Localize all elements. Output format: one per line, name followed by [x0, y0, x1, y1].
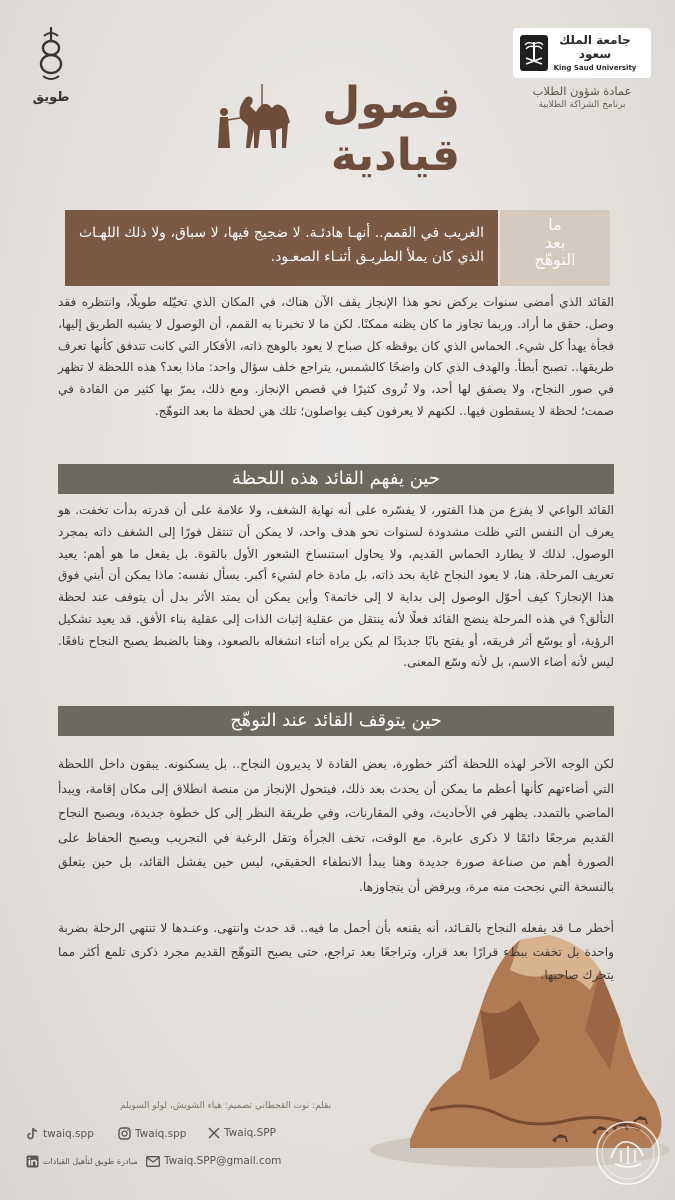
tiktok-handle: twaiq.spp [43, 1127, 94, 1140]
title-line2: قيادية [330, 130, 460, 181]
intro-label-word: ما [548, 215, 562, 234]
linkedin-link[interactable] [26, 1155, 138, 1168]
section-heading-1: حين يفهم القائد هذه اللحظة [58, 464, 614, 494]
intro-text: الغريب في القمم.. أنهـا هادئـة. لا ضجيج فيها، لا سباق، ولا ذلك اللهـاث الذي كان يملأ الطريـق أثنـاء الصعـود. [65, 210, 498, 286]
paragraph-3: لكن الوجه الآخر لهذه اللحظة أكثر خطورة، بعض القادة لا يديرون النجاح.. بل يسكنونه. يبقون داخل اللحظة التي أضاءتهم كأنها أعظم ما يمكن أن يحدث بعد ذلك، فيتحول الإنجاز من منصة انطلاق إلى مكان إقامة، ويبدأ الماضي بالتمدد. يظهر في الأحاديث، وفي المقارنات، وفي طريقة النظر إلى كل خطوة جديدة، ويصبح النجاح القديم مرجعًا دائمًا لا ذكرى عابرة. مع الوقت، تخف الجرأة وتقل الرغبة في التجريب ويصبح الحفاظ على الصورة أهم من صناعة صورة جديدة وهنا يبدأ الانطفاء الحقيقي، ليس حين يفشل القائد، بل حين يتعلق بالنسخة التي نجحت منه مرة، ويرفض أن يتجاوزها. [58, 757, 614, 894]
linkedin-handle: مبادرة طويق لتأهيل القيادات [43, 1157, 138, 1166]
university-logo-block [513, 28, 651, 110]
tuwaiq-logo [30, 26, 72, 105]
camel-walker-icon [210, 78, 300, 168]
instagram-link[interactable] [118, 1127, 186, 1140]
title-line1: فصول [322, 78, 460, 129]
intro-label-word: التوهّج [534, 250, 576, 270]
university-logo [513, 28, 651, 78]
email-link[interactable] [146, 1155, 281, 1167]
tiktok-link[interactable] [26, 1127, 94, 1140]
linkedin-icon [26, 1155, 39, 1168]
paragraph-1: القائد الذي أمضى سنوات يركض نحو هذا الإنجاز يقف الآن هناك، في المكان الذي تخيّله طويلًا، وانتظره فقد وصل. حقق ما أراد. وربما تجاوز ما كان يظنه ممكنًا. لكن ما لا تخبرنا به القمم، أن الوصول لا يشبه الطريق إليها، فجأة يهدأ كل شيء. الحماس الذي كان يوقظه كل صباح لا يعود بالوهج ذاته، الأفكار التي كانت تتدفق كأنها تعرف طريقها.. تصبح أبطأ. والهدف الذي كان واضحًا كالشمس، يتراجع خلف سؤال واحد: ماذا بعد؟ هذه اللحظة لا تظهر في صور النجاح، ولا يصفق لها أحد، ولا تُروى كثيرًا في قصص الإنجاز. ومع ذلك، يمرّ بها كثير من القادة في صمت؛ لحظة لا يسقطون فيها.. لكنهم لا يعرفون كيف يواصلون؛ تلك هي لحظة ما بعد التوهّج. [58, 295, 614, 418]
tuwaiq-mark-icon [34, 26, 68, 84]
x-handle: Twaiq.SPP [224, 1127, 276, 1139]
tuwaiq-label: طويق [32, 90, 70, 105]
program-title: برنامج الشراكة الطلابية [538, 100, 626, 110]
instagram-icon [118, 1127, 131, 1140]
intro-label-word: بعد [544, 232, 566, 252]
university-name-ar: جامعة الملك سعود [559, 33, 631, 61]
credits: بقلم: نوت القحطاني تصميم: هياء الشويش، لولو السويلم [120, 1101, 332, 1111]
email-address: Twaiq.SPP@gmail.com [164, 1155, 282, 1167]
paragraph-4: أخطر مـا قد يفعله النجاح بالقـائد، أنه يقنعه بأن أجمل ما فيه.. قد حدث وانتهى. وعنـدها لا تنتهي الرحلة بضربة واحدة بل تخفت ببطء قرارًا بعد قرار، وتراجعًا بعد تراجع، حتى يصبح التوهّج القديم مجرد ذكرى تلمع أكثر مما يتحرك صاحبها. [58, 921, 614, 983]
x-icon [208, 1127, 220, 1139]
paragraph-2: القائد الواعي لا يفزع من هذا الفتور، لا يفسّره على أنه نهاية الشغف، ولا علامة على أن قدرته بدأت تخفت. هو يعرف أن النفس التي ظلت مشدودة لسنوات نحو هدف واحد، لا يمكن أن تنتقل فورًا إلى الشغف ذاته بمجرد الوصول. لذلك لا يطارد الحماس القديم، ولا يحاول استنساخ الشعور الأول بالقوة. بل يفعل ما هو أهم: يعيد تعريف المرحلة. هنا، لا يعود النجاح غاية بحد ذاته، بل مادة خام لشيء أكبر. يسأل نفسه: ماذا يمكن أن أبني فوق هذا الإنجاز؟ كيف أحوّل الوصول إلى بداية لا إلى خاتمة؟ وأين يمكن أن يمتد الأثر بدل أن يتوقف عند لحظة التألق؟ في هذه المرحلة ينضج القائد فعلًا لأنه ينتقل من عقلية إثبات الذات إلى عقلية بناء الأفق. قد يعيد تشكيل الرؤية، أو يوسّع أثر فريقه، أو يفتح بابًا جديدًا لم يكن يراه أثناء انشغاله بالصعود، وهنا بالضبط يصبح النجاح نافعًا. ليس لأنه أضاء الاسم، بل لأنه وسّع المعنى. [58, 503, 614, 670]
tiktok-icon [26, 1127, 39, 1140]
deanship-title: عمادة شؤون الطلاب [532, 84, 632, 98]
x-link[interactable] [208, 1127, 276, 1139]
intro-label [500, 210, 610, 286]
instagram-handle: Twaiq.spp [135, 1127, 187, 1140]
mail-icon [146, 1156, 160, 1167]
university-name-en: King Saud University [553, 63, 637, 72]
section-heading-2: حين يتوقف القائد عند التوهّج [58, 706, 614, 736]
page-title [210, 78, 470, 188]
calligraphy-seal-icon [595, 1120, 661, 1186]
palm-swords-emblem-icon [519, 34, 549, 72]
